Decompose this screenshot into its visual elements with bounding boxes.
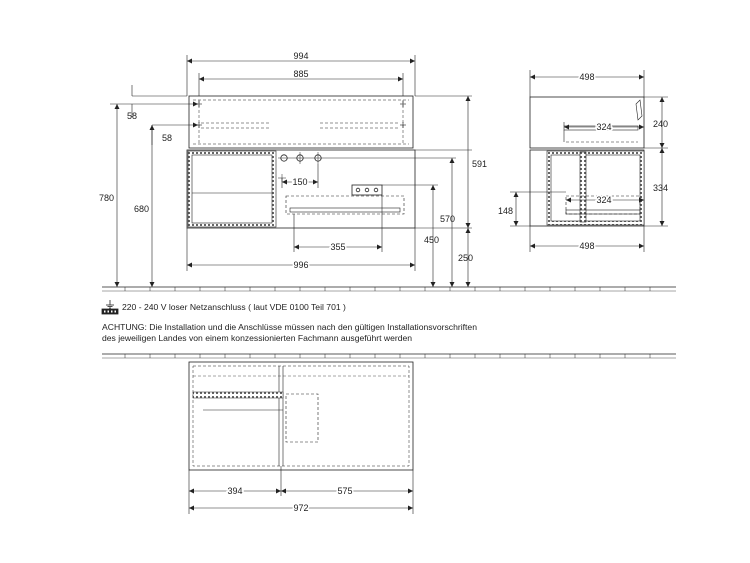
dim-355: 355 bbox=[330, 242, 346, 252]
dim-680: 680 bbox=[133, 204, 149, 214]
floor-line bbox=[102, 287, 676, 291]
power-outlet-icon bbox=[101, 299, 119, 315]
installation-warning-line2: des jeweiligen Landes von einem konzessionierten Fachmann ausgeführt werden bbox=[102, 333, 413, 343]
dim-334: 334 bbox=[653, 183, 669, 193]
wall-line bbox=[102, 354, 676, 358]
dim-240: 240 bbox=[653, 119, 669, 129]
installation-warning-line1: ACHTUNG: Die Installation und die Anschlüsse müssen nach den gültigen Installationsvorschriften bbox=[102, 322, 477, 332]
dim-324-top: 324 bbox=[596, 122, 612, 132]
dim-498-bottom: 498 bbox=[579, 241, 595, 251]
front-view-cabinet bbox=[187, 96, 415, 228]
dim-58-second: 58 bbox=[162, 133, 173, 143]
dim-148: 148 bbox=[497, 206, 513, 216]
dim-250: 250 bbox=[458, 253, 474, 263]
dim-575: 575 bbox=[337, 486, 353, 496]
front-dimension-lines bbox=[110, 55, 472, 287]
dim-994: 994 bbox=[293, 51, 309, 61]
dim-150: 150 bbox=[292, 177, 308, 187]
plan-view-cabinet bbox=[189, 362, 413, 470]
dim-996: 996 bbox=[293, 260, 309, 270]
dim-324-low: 324 bbox=[596, 195, 612, 205]
dim-450: 450 bbox=[424, 235, 440, 245]
dimension-labels bbox=[99, 51, 668, 513]
dim-394: 394 bbox=[227, 486, 243, 496]
dim-570: 570 bbox=[440, 214, 456, 224]
dim-780: 780 bbox=[98, 193, 114, 203]
dim-972: 972 bbox=[293, 503, 309, 513]
dim-58-top: 58 bbox=[127, 111, 138, 121]
dim-498-top: 498 bbox=[579, 72, 595, 82]
dim-591: 591 bbox=[472, 159, 488, 169]
dim-885: 885 bbox=[293, 69, 309, 79]
side-view-cabinet bbox=[530, 97, 644, 226]
power-connection-note: 220 - 240 V loser Netzanschluss ( laut VDE 0100 Teil 701 ) bbox=[122, 302, 346, 312]
